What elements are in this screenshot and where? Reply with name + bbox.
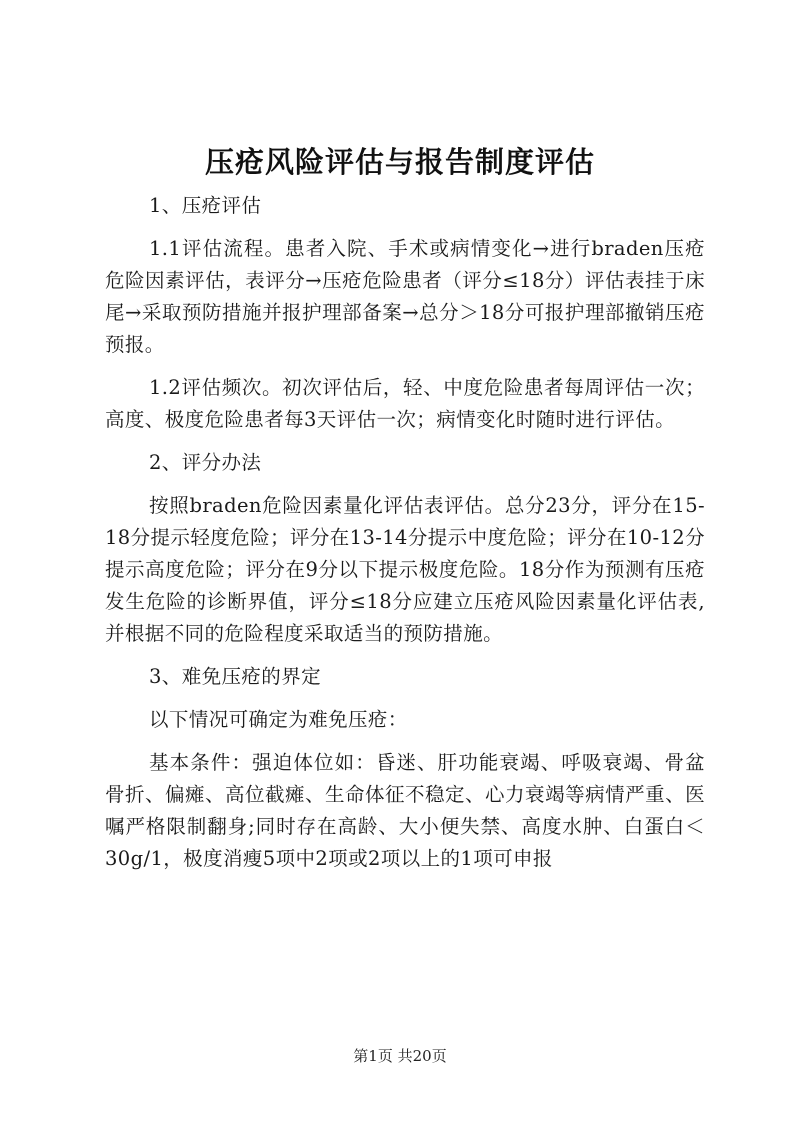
paragraph-assessment-frequency: 1.2评估频次。初次评估后，轻、中度危险患者每周评估一次；高度、极度危险患者每3天评估一次；病情变化时随时进行评估。 [105, 376, 705, 431]
document-title: 压疮风险评估与报告制度评估 [204, 145, 595, 179]
paragraph-scoring-method: 按照braden危险因素量化评估表评估。总分23分，评分在15-18分提示轻度危险；评分在13-14分提示中度危险；评分在10-12分提示高度危险；评分在9分以下提示极度危险。18分作为预测有压疮发生危险的诊断界值，评分≤18分应建立压疮风险因素量化评估表,并根据不同的危险程度采取适当的预防措施。 [105, 494, 705, 645]
document-body [105, 190, 705, 886]
paragraph-assessment-process: 1.1评估流程。患者入院、手术或病情变化→进行braden压疮危险因素评估，表评分→压疮危险患者（评分≤18分）评估表挂于床尾→采取预防措施并报护理部备案→总分＞18分可报护理部撤销压疮预报。 [105, 237, 705, 356]
section-heading-scoring: 2、评分办法 [149, 451, 262, 474]
section-heading-unavoidable: 3、难免压疮的界定 [149, 665, 322, 688]
section-heading-assessment: 1、压疮评估 [149, 194, 262, 217]
paragraph-unavoidable-intro: 以下情况可确定为难免压疮： [149, 708, 408, 731]
page-number-footer: 第1页 共20页 [353, 1047, 447, 1065]
paragraph-basic-conditions: 基本条件：强迫体位如：昏迷、肝功能衰竭、呼吸衰竭、骨盆骨折、偏瘫、高位截瘫、生命体征不稳定、心力衰竭等病情严重、医嘱严格限制翻身;同时存在高龄、大小便失禁、高度水肿、白蛋白＜30g/1，极度消瘦5项中2项或2项以上的1项可申报 [105, 751, 705, 870]
